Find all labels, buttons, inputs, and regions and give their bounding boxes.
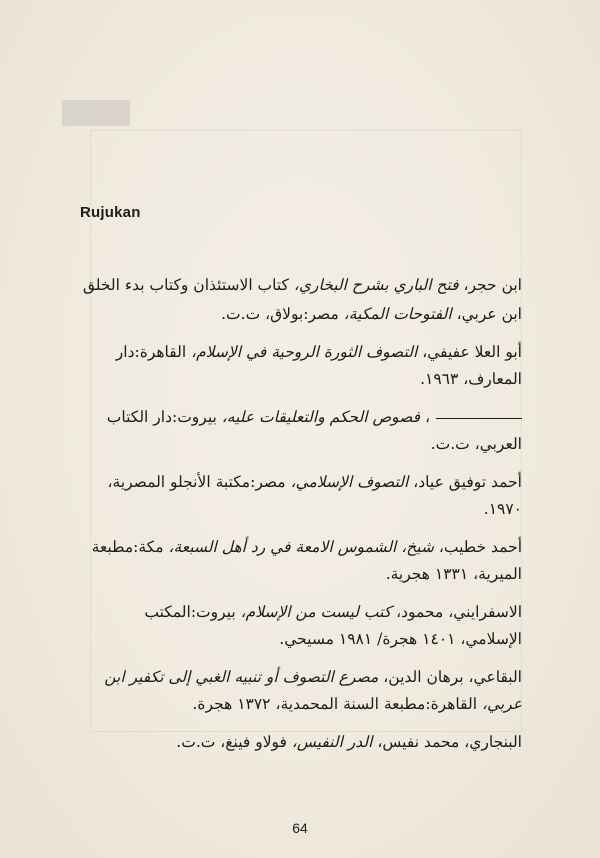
- page-number: 64: [292, 820, 308, 836]
- reference-title: كتب ليست من الإسلام،: [240, 603, 392, 621]
- reference-title: شيخ، الشموس الامعة في رد أهل السبعة،: [168, 538, 434, 556]
- reference-author: ،: [424, 408, 430, 426]
- reference-author: ابن حجر،: [463, 276, 522, 294]
- reference-entry: [78, 599, 522, 653]
- reference-title: التصوف الإسلامي،: [290, 473, 409, 491]
- reference-author: البنجاري، محمد نفيس،: [377, 733, 522, 751]
- reference-title: الفتوحات المكية،: [343, 305, 452, 323]
- reference-details: فولاو فينغ، ت.ت.: [176, 733, 287, 751]
- reference-details: القاهرة:مطبعة السنة المحمدية، ١٣٧٢ هجرة.: [192, 695, 478, 713]
- reference-list: [78, 272, 522, 767]
- reference-author: الاسفرايني، محمود،: [396, 603, 522, 621]
- reference-entry: [78, 534, 522, 588]
- reference-author: ابن عربي،: [456, 305, 522, 323]
- reference-details: القاهرة:دار المعارف، ١٩٦٣.: [115, 343, 522, 388]
- reference-details: مصر:مكتبة الأنجلو المصرية، ١٩٧٠.: [107, 473, 522, 518]
- reference-entry: [78, 272, 522, 299]
- reference-details: كتاب الاستئذان وكتاب بدء الخلق: [82, 276, 289, 294]
- ditto-dash: [436, 418, 522, 419]
- reference-details: بيروت:دار الكتاب العربي، ت.ت.: [106, 408, 522, 453]
- reference-entry: [78, 404, 522, 458]
- reference-entry: [78, 339, 522, 393]
- reference-entry: [78, 729, 522, 756]
- reference-details: بيروت:المكتب الإسلامي، ١٤٠١ هجرة/ ١٩٨١ مسيحي.: [144, 603, 522, 648]
- reference-author: البقاعي، برهان الدين،: [383, 668, 522, 686]
- reference-details: مصر:بولاق، ت.ت.: [221, 305, 339, 323]
- reference-entry: [78, 664, 522, 718]
- reference-entry: [78, 301, 522, 328]
- reference-author: أبو العلا عفيفي،: [422, 343, 522, 361]
- reference-author: أحمد توفيق عياد،: [413, 473, 522, 491]
- reference-details: مكة:مطبعة الميرية، ١٣٣١ هجرية.: [91, 538, 522, 583]
- reference-title: الدر النفيس،: [291, 733, 373, 751]
- reference-title: فتح الباري بشرح البخاري،: [293, 276, 459, 294]
- reference-author: أحمد خطيب،: [438, 538, 522, 556]
- reference-title: مصرع التصوف أو تنبيه الغبي إلى تكفير ابن عربي،: [104, 668, 522, 713]
- chapter-tab-mark: [62, 100, 130, 126]
- reference-title: فصوص الحكم والتعليقات عليه،: [221, 408, 421, 426]
- reference-entry: [78, 469, 522, 523]
- section-heading: Rujukan: [80, 204, 141, 221]
- reference-title: التصوف الثورة الروحية في الإسلام،: [191, 343, 418, 361]
